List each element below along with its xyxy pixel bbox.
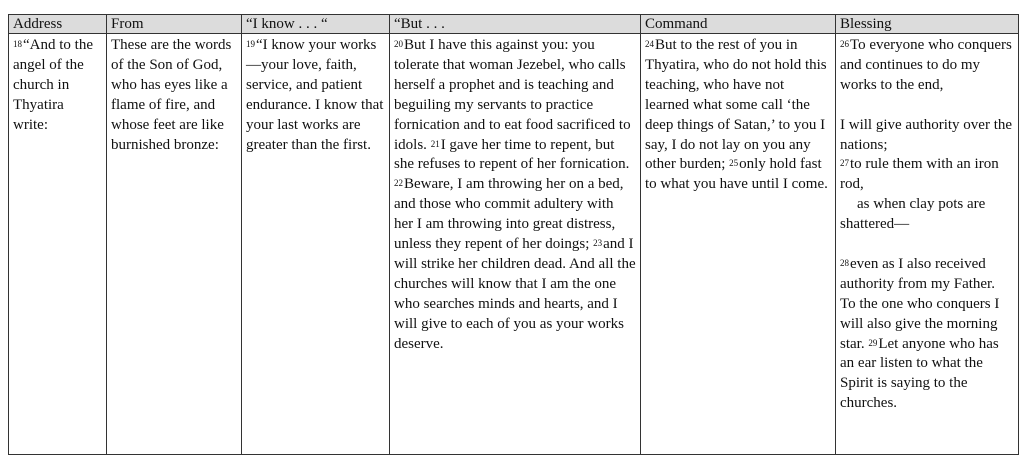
command-verse-25: only hold fast to what you have until I come. <box>645 156 828 193</box>
blessing-verse-29: Let anyone who has an ear listen to what the Spirit is saying to the churches. <box>840 335 999 412</box>
blessing-verse-28: even as I also received authority from my Father. To the one who conquers I will also give the morning star. <box>840 255 1000 352</box>
header-blessing: Blessing <box>836 15 1019 34</box>
command-verse-24: But to the rest of you in Thyatira, who do not hold this teaching, who have not learned what some call ‘the deep things of Satan,’ to you I say, I do not lay on you any other burden; <box>645 37 827 173</box>
verse-number: 23 <box>593 238 603 249</box>
blessing-para-27 <box>840 155 1014 195</box>
cell-address <box>9 34 107 455</box>
header-command: Command <box>641 15 836 34</box>
verse-number: 26 <box>840 39 849 49</box>
blessing-verse-27: to rule them with an iron rod, <box>840 156 999 193</box>
but-verse-21: I gave her time to repent, but she refuses to repent of her fornication. <box>394 136 630 173</box>
blessing-verse-27c: shattered— <box>840 216 910 233</box>
blessing-verse-27b: as when clay pots are <box>857 196 986 213</box>
blessing-verse-26: To everyone who conquers and continues to do my works to the end, <box>840 37 1012 93</box>
verse-number: 24 <box>645 39 654 49</box>
but-verse-22: Beware, I am throwing her on a bed, and those who commit adultery with her I am throwing into great distress, unless they repent of her doings; <box>394 176 624 253</box>
verse-number: 27 <box>840 158 849 169</box>
blessing-para-26 <box>840 36 1014 96</box>
cell-command <box>641 34 836 455</box>
cell-i-know <box>242 34 390 455</box>
document-page <box>8 14 1018 455</box>
blank-line <box>840 96 1014 116</box>
blank-line <box>840 235 1014 255</box>
header-from: From <box>107 15 242 34</box>
from-text: These are the words of the Son of God, who has eyes like a flame of fire, and whose feet are like burnished bronze: <box>111 37 232 153</box>
address-text: “And to the angel of the church in Thyatira write: <box>13 37 93 133</box>
header-row <box>9 15 1019 34</box>
cell-blessing <box>836 34 1019 455</box>
content-row <box>9 34 1019 455</box>
header-i-know: “I know . . . “ <box>242 15 390 34</box>
verse-number: 29 <box>868 337 878 348</box>
blessing-verse-26b: I will give authority over the nations; <box>840 116 1013 153</box>
verse-number: 19 <box>246 39 255 49</box>
but-verse-23: and I will strike her children dead. And all the churches will know that I am the one who searches minds and hearts, and I will give to each of you as your works deserve. <box>394 236 636 352</box>
but-verse-20: But I have this against you: you tolerate that woman Jezebel, who calls herself a prophet and is teaching and beguiling my servants to practice fornication and to eat food sacrificed to idols. <box>394 37 631 153</box>
i-know-text: “I know your works—your love, faith, service, and patient endurance. I know that your last works are greater than the first. <box>246 37 384 153</box>
blessing-para-28 <box>840 255 1014 414</box>
verse-number: 20 <box>394 39 403 49</box>
verse-number: 18 <box>13 39 22 49</box>
verse-number: 22 <box>394 178 403 189</box>
header-address: Address <box>9 15 107 34</box>
verse-number: 21 <box>430 138 440 149</box>
header-but: “But . . . <box>390 15 641 34</box>
verse-number: 25 <box>729 158 739 169</box>
cell-but <box>390 34 641 455</box>
cell-from <box>107 34 242 455</box>
verse-number: 28 <box>840 257 849 268</box>
letter-structure-table <box>8 14 1019 455</box>
